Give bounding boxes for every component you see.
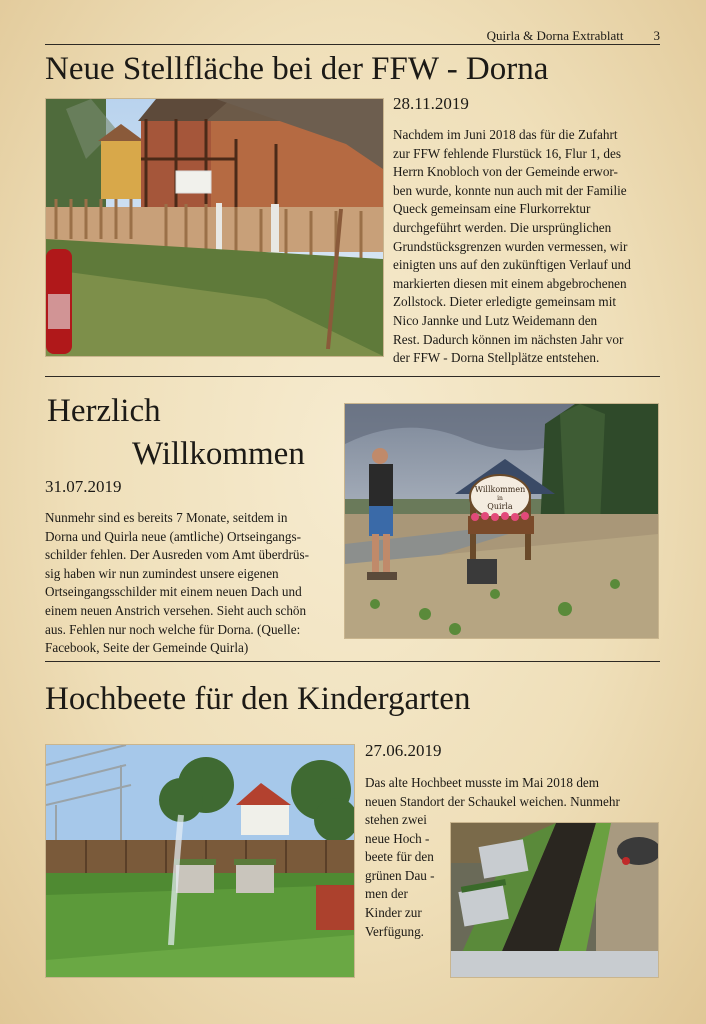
article2-body [45, 509, 345, 658]
sign-text-1: Willkommen [474, 485, 526, 494]
article3-line: neuen Standort der Schaukel weichen. Nunmehr [365, 793, 620, 809]
article3-title: Hochbeete für den Kindergarten [45, 681, 471, 717]
article2-line: Ortseingangsschilder mit einem neuen Dach und [45, 584, 302, 600]
sign-text-3: Quirla [487, 502, 513, 511]
article1-line: einigten uns auf den zukünftigen Verlauf und [393, 257, 631, 273]
article3-photo-raised-beds [450, 822, 659, 978]
article2-line: Dorna und Quirla neue (amtliche) Ortseingangs- [45, 528, 301, 544]
article3-line: Kinder zur [365, 904, 422, 920]
article3-photo-kindergarten-garden [45, 744, 355, 978]
article1-line: Grundstücksgrenzen wurden vermessen, wir [393, 238, 628, 254]
article1-line: zur FFW fehlende Flurstück 16, Flur 1, des [393, 145, 621, 161]
article1-line: markierten diesen mit einem abgebrochenen [393, 275, 627, 291]
header-rule [45, 44, 660, 45]
article2-title-line1: Herzlich [47, 393, 161, 429]
article2-line: einem neuen Anstrich versehen. Sieht auch schön [45, 602, 307, 618]
newsletter-title: Quirla & Dorna Extrablatt [486, 28, 624, 43]
article1-line: Queck gemeinsam eine Flurkorrektur [393, 201, 591, 217]
article2-line: aus. Fehlen nur noch welche für Dorna. (Quelle: [45, 621, 301, 637]
running-header [30, 28, 660, 44]
article1-line: Nachdem im Juni 2018 das für die Zufahrt [393, 127, 618, 142]
article3-line: stehen zwei [365, 812, 427, 827]
article2-line: Facebook, Seite der Gemeinde Quirla) [45, 640, 249, 656]
article3-line: neue Hoch - [365, 830, 430, 846]
article3-line: Verfügung. [365, 923, 424, 939]
article2-title-line2: Willkommen [132, 436, 305, 472]
article3-line: Das alte Hochbeet musste im Mai 2018 dem [365, 775, 600, 790]
section-divider-1 [45, 376, 660, 377]
article1-line: Zollstock. Dieter erledigte gemeinsam mit [393, 294, 617, 310]
article1-date: 28.11.2019 [393, 94, 469, 113]
article3-line: men der [365, 886, 408, 902]
article1-line: durchgeführt werden. Die ursprünglichen [393, 219, 612, 235]
article3-line: beete für den [365, 849, 434, 865]
article1-line: Herrn Knobloch von der Gemeinde erwor- [393, 164, 618, 180]
article1-line: Rest. Dadurch können im nächsten Jahr vor [393, 331, 624, 347]
section-divider-2 [45, 661, 660, 662]
article2-line: schilder fehlen. Der Ausreden vom Amt überdrüs- [45, 547, 310, 563]
sign-text-2: in [497, 495, 503, 502]
article3-date: 27.06.2019 [365, 741, 442, 760]
article3-body-full [365, 774, 665, 811]
article1-photo-fire-station-lot [45, 98, 384, 357]
article2-photo-welcome-sign [344, 403, 659, 639]
article1-body [393, 126, 668, 368]
page-number: 3 [653, 28, 660, 43]
article2-line: sig haben wir nun zumindest unsere eigenen [45, 565, 279, 581]
article1-title: Neue Stellfläche bei der FFW - Dorna [45, 51, 549, 87]
article3-line: grünen Dau - [365, 867, 435, 883]
article3-body-narrow [365, 811, 450, 941]
article2-date: 31.07.2019 [45, 477, 122, 496]
article1-line: Nico Jannke und Lutz Weidemann den [393, 312, 598, 328]
article1-line: ben wurde, konnte nun auch mit der Familie [393, 182, 627, 198]
article2-line: Nunmehr sind es bereits 7 Monate, seitdem in [45, 510, 288, 525]
article1-line: der FFW - Dorna Stellplätze entstehen. [393, 350, 600, 366]
